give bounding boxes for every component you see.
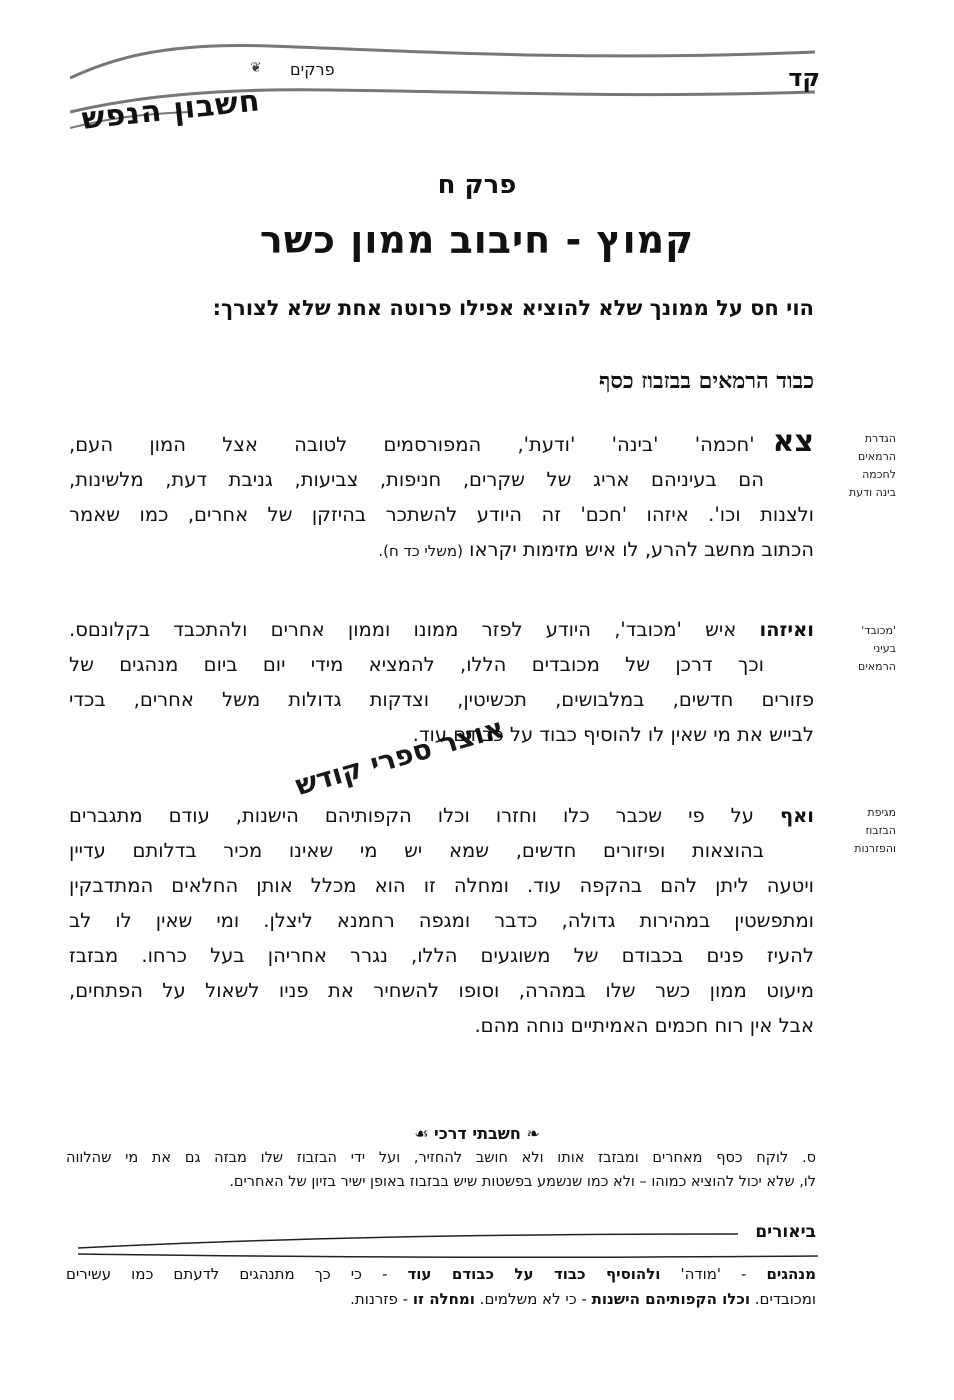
line-text: איש 'מכובד', היודע לפזר ממונו וממון אחרים ולהתכבד בקלונםס. — [69, 618, 737, 641]
paragraph-line: מיעוט ממון כשר שלו במהרה, וסופו להשחיר את פניו לשאול על הפתחים, — [69, 979, 814, 1002]
margin-note — [826, 622, 896, 676]
ornament-icon: ❧ — [520, 1124, 540, 1143]
paragraph-line — [69, 612, 814, 647]
margin-note — [826, 430, 896, 502]
running-header — [70, 40, 820, 137]
footnotes — [66, 1146, 816, 1194]
biurim-term: ומחלה זו — [412, 1290, 475, 1308]
paragraph-line: ולצנות וכו'. איזהו 'חכם' זה היודע להשתכר בהיזקן של אחרים, כמו שאמר — [69, 503, 814, 526]
line-text: 'חכמה' 'בינה' 'ודעת', המפורסמים לטובה אצל המון העם, — [69, 433, 755, 456]
paragraph-line: לבייש את מי שאין לו להוסיף כבוד על כבודם עוד. — [412, 723, 814, 746]
divider-line — [78, 1252, 818, 1260]
margin-note-line: הבזבוז — [865, 824, 896, 837]
paragraph-lead-word: ואף — [779, 804, 814, 827]
paragraph-line: בהוצאות ופיזורים חדשים, שמא יש מי שאינו מכיר בדלותם עדיין — [69, 839, 764, 862]
ornament-icon: ☙ — [414, 1124, 435, 1143]
footnotes-title — [0, 1124, 954, 1143]
margin-note-line: והפזרנות — [854, 842, 896, 855]
margin-note-line: 'מכובד' — [861, 624, 896, 637]
paragraph-line: וכך דרכן של מכובדים הללו, להמציא מידי יום ביום מנהגים של — [69, 653, 764, 676]
paragraph-line — [69, 798, 814, 833]
margin-note — [826, 804, 896, 858]
biurim-term: ולהוסיף כבוד על כבודם עוד — [407, 1265, 661, 1283]
biurim-heading — [755, 1222, 816, 1242]
paragraph-line: להעיז פנים בכבודם של משוגעים הללו, נגרר אחריהן בעל כרחו. מבזבז — [69, 944, 814, 967]
paragraph-number: צא — [772, 424, 814, 459]
biurim-heading-text: ביאורים — [755, 1222, 816, 1242]
margin-note-line: בעיני — [873, 642, 896, 655]
paragraph-lead-word: ואיזהו — [759, 618, 814, 641]
paragraph-line: ויטעה ליתן להם בהקפה עוד. ומחלה זו הוא מכלל אותן החלאים המתדבקין — [69, 874, 814, 897]
section-label: פרקים — [290, 60, 335, 79]
paragraph-line: ומתפשטין במהירות גדולה, כדבר ומגפה רחמנא ליצלן. ומי שאין לו לב — [69, 909, 814, 932]
biurim-def: ומכובדים. — [750, 1290, 816, 1308]
biurim-def: - כי כך מתנהגים לדעתם כמו עשירים — [66, 1265, 408, 1283]
biurim-term: וכלו הקפותיהם הישנות — [591, 1290, 750, 1308]
margin-note-line: לחכמה — [862, 468, 896, 481]
chapter-label: פרק ח — [437, 170, 517, 200]
margin-note-line: בינה ודעת — [848, 486, 896, 499]
paragraph — [69, 798, 814, 1043]
biurim-term: מנהגים — [766, 1265, 816, 1283]
biurim-def: - 'מודה' — [660, 1265, 767, 1283]
line-text: על פי שכבר כלו וחזרו וכלו הקפותיהם הישנות, עודם מתגברים — [69, 804, 754, 827]
paragraph — [69, 424, 814, 569]
biurim-line — [66, 1287, 816, 1312]
footnote-line: ס. לוקח כסף מאחרים ומבזבז אותו ולא חושב להחזיר, ועל ידי הבזבוז שלו מבזה גם את מי שהלווה — [66, 1150, 816, 1166]
margin-note-line: הגדרת — [864, 432, 896, 445]
paragraph-line: פזורים חדשים, במלבושים, תכשיטין, וצדקות גדולות משל אחרים, בכדי — [69, 688, 814, 711]
chapter-intro: הוי חס על ממונך שלא להוציא אפילו פרוטה אחת שלא לצורך: — [212, 296, 814, 320]
margin-note-line: הרמאים — [858, 450, 896, 463]
biurim-line — [66, 1262, 816, 1287]
section-subheading: כבוד הרמאים בבזבוז כסף — [598, 368, 814, 394]
ornament-icon: ❦ — [250, 60, 262, 76]
page-number: קד — [788, 64, 820, 92]
margin-note-line: הרמאים — [858, 660, 896, 673]
biurim-text — [66, 1262, 816, 1312]
book-title: חשבון הנפש — [80, 83, 263, 137]
watermark: אוצר ספרי קודש — [291, 710, 508, 803]
footnotes-title-text: חשבתי דרכי — [434, 1124, 521, 1143]
divider-line — [78, 1232, 738, 1252]
paragraph-line: אבל אין רוח חכמים האמיתיים נוחה מהם. — [474, 1014, 814, 1037]
citation: (משלי כד ח). — [378, 542, 463, 560]
paragraph-line: הכתוב מחשב להרע, לו איש מזימות יקראו (משלי כד ח). — [378, 538, 814, 561]
chapter-title: קמוץ - חיבוב ממון כשר — [259, 218, 695, 262]
biurim-def: - כי לא משלמים. — [474, 1290, 592, 1308]
biurim-def: - פזרנות. — [350, 1290, 413, 1308]
paragraph-line: הם בעיניהם אריג של שקרים, חניפות, צביעות, גניבת דעת, מלשינות, — [69, 468, 764, 491]
footnote-line: לו, שלא יכול להוציא כמוהו – ולא כמו שנשמע בפשטות שיש בבזבוז באופן ישיר בזיון של האחרים. — [229, 1174, 816, 1190]
paragraph-line — [69, 424, 814, 462]
margin-note-line: מגיפת — [867, 806, 896, 819]
